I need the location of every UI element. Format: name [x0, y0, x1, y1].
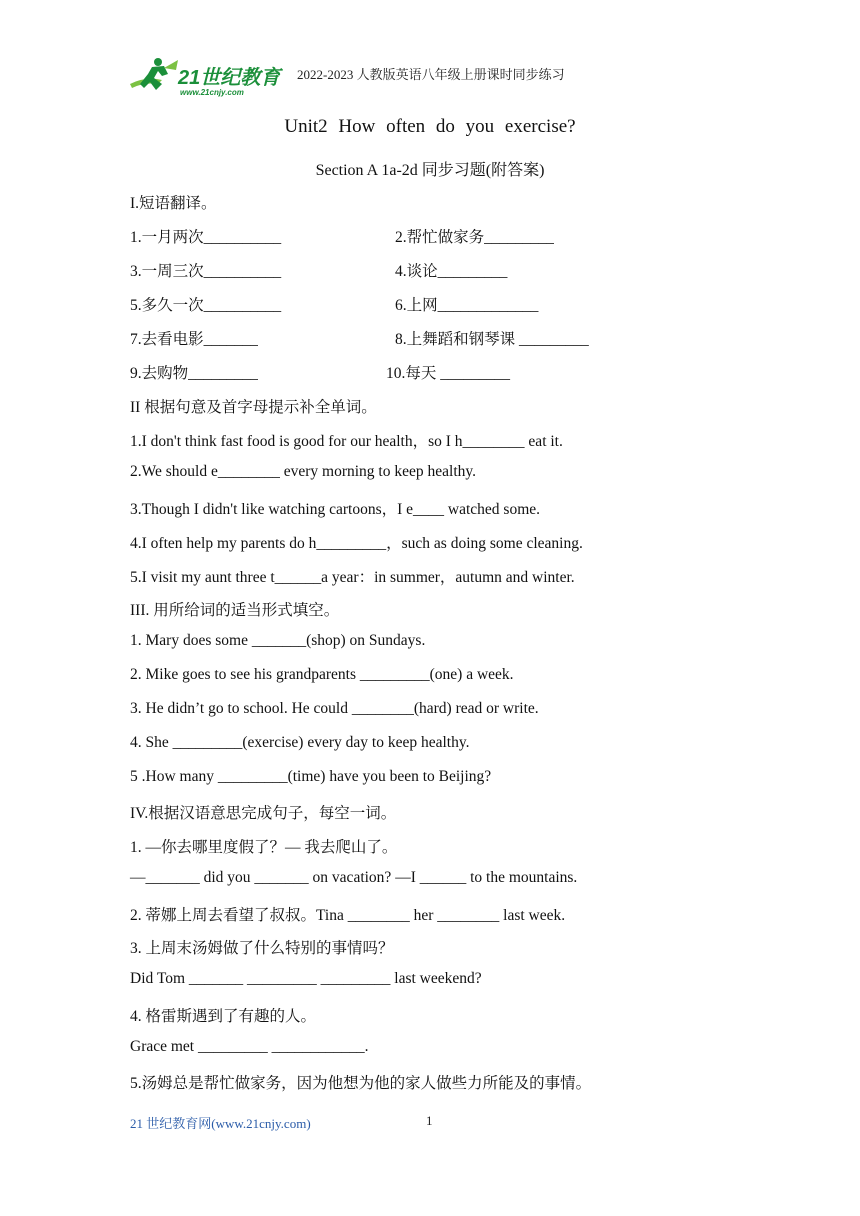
- section4-line: 4. 格雷斯遇到了有趣的人。: [130, 1008, 317, 1025]
- section1-item: 8.上舞蹈和钢琴课 _________: [395, 331, 589, 348]
- section1-item: 9.去购物_________: [130, 365, 258, 382]
- section1-item: 7.去看电影_______: [130, 331, 258, 348]
- section3-item: 5 .How many _________(time) have you been to Beijing?: [130, 768, 492, 785]
- section2-item: 4.I often help my parents do h_________，such as doing some cleaning.: [130, 535, 583, 552]
- section4-line: Did Tom _______ _________ _________ last weekend?: [130, 970, 482, 987]
- section3-heading: III. 用所给词的适当形式填空。: [130, 602, 340, 619]
- section3-item: 3. He didn’t go to school. He could ________(hard) read or write.: [130, 700, 539, 717]
- page-number: 1: [426, 1113, 433, 1128]
- section4-line: 1. —你去哪里度假了？— 我去爬山了。: [130, 839, 398, 856]
- page-title: Unit2 How often do you exercise?: [284, 116, 576, 137]
- section4-line: 5.汤姆总是帮忙做家务，因为他想为他的家人做些力所能及的事情。: [130, 1075, 592, 1092]
- section3-item: 1. Mary does some _______(shop) on Sundays.: [130, 632, 426, 649]
- page-subtitle: Section A 1a-2d 同步习题(附答案): [315, 162, 545, 179]
- section1-item: 1.一月两次__________: [130, 229, 282, 246]
- section2-heading: II 根据句意及首字母提示补全单词。: [130, 399, 377, 416]
- section2-item: 2.We should e________ every morning to keep healthy.: [130, 463, 476, 480]
- section1-item: 10.每天 _________: [386, 365, 511, 382]
- section2-item: 5.I visit my aunt three t______a year：in summer，autumn and winter.: [130, 569, 575, 586]
- section3-item: 4. She _________(exercise) every day to keep healthy.: [130, 734, 470, 751]
- section1-item: 3.一周三次__________: [130, 263, 282, 280]
- section2-item: 3.Though I didn't like watching cartoons，I e____ watched some.: [130, 501, 541, 518]
- section4-line: Grace met _________ ____________.: [130, 1038, 369, 1055]
- header-title: 2022-2023 人教版英语八年级上册课时同步练习: [297, 67, 565, 82]
- section1-item: 4.谈论_________: [395, 263, 508, 280]
- svg-text:21世纪教育: 21世纪教育: [178, 67, 281, 89]
- footer-site-link[interactable]: 21 世纪教育网(www.21cnjy.com): [130, 1116, 311, 1131]
- section4-heading: IV.根据汉语意思完成句子，每空一词。: [130, 805, 397, 822]
- section3-item: 2. Mike goes to see his grandparents _________(one) a week.: [130, 666, 514, 683]
- section2-item: 1.I don't think fast food is good for our health，so I h________ eat it.: [130, 433, 563, 450]
- section4-line: 2. 蒂娜上周去看望了叔叔。Tina ________ her ________ last week.: [130, 907, 566, 924]
- section1-item: 5.多久一次__________: [130, 297, 282, 314]
- section4-line: —_______ did you _______ on vacation? —I ______ to the mountains.: [130, 869, 578, 886]
- svg-text:www.21cnjy.com: www.21cnjy.com: [180, 88, 244, 97]
- section4-line: 3. 上周末汤姆做了什么特别的事情吗？: [130, 940, 394, 957]
- section1-item: 2.帮忙做家务_________: [395, 229, 554, 246]
- section1-item: 6.上网_____________: [395, 297, 539, 314]
- runner-icon: [128, 54, 288, 98]
- brand-logo: [128, 54, 288, 98]
- section1-heading: I.短语翻译。: [130, 195, 217, 212]
